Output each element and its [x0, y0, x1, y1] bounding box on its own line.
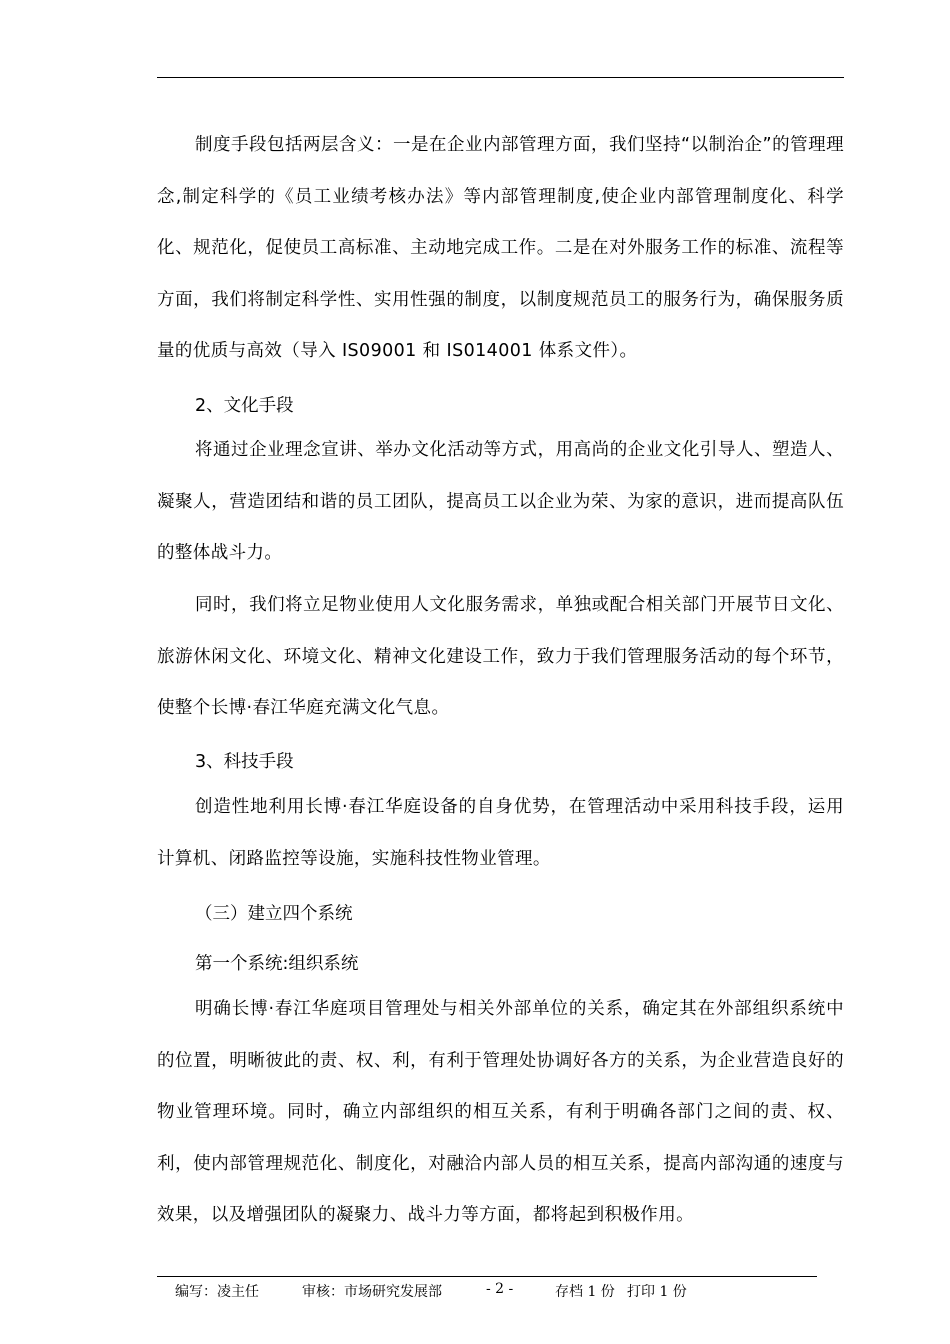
section-heading-culture: 2、文化手段 [195, 396, 294, 416]
section-heading-four-systems: （三）建立四个系统 [195, 904, 353, 924]
subheading-organization-system: 第一个系统:组织系统 [195, 954, 359, 974]
paragraph-system-means: 制度手段包括两层含义：一是在企业内部管理方面，我们坚持“以制治企”的管理理念,制定科学的《员工业绩考核办法》等内部管理制度,使企业内部管理制度化、科学化、规范化，促使员工高标准、主动地完成工作。二是在对外服务工作的标准、流程等方面，我们将制定科学性、实用性强的制度，以制度规范员工的服务行为，确保服务质量的优质与高效（导入 IS09001 和 IS014001 体系文件）。 [157, 135, 844, 361]
footer-author: 编写：凌主任 [175, 1284, 259, 1300]
section-heading-technology: 3、科技手段 [195, 752, 294, 772]
footer-page-number: - 2 - [486, 1281, 514, 1297]
footer-print-count: 打印 1 份 [627, 1284, 687, 1300]
paragraph-organization-system: 明确长博·春江华庭项目管理处与相关外部单位的关系，确定其在外部组织系统中的位置，明晰彼此的责、权、利，有利于管理处协调好各方的关系，为企业营造良好的物业管理环境。同时，确立内部组织的相互关系，有利于明确各部门之间的责、权、利，使内部管理规范化、制度化，对融洽内部人员的相互关系，提高内部沟通的速度与效果，以及增强团队的凝聚力、战斗力等方面，都将起到积极作用。 [157, 999, 844, 1225]
paragraph-culture-means: 将通过企业理念宣讲、举办文化活动等方式，用高尚的企业文化引导人、塑造人、凝聚人，营造团结和谐的员工团队，提高员工以企业为荣、为家的意识，进而提高队伍的整体战斗力。 [157, 440, 844, 563]
paragraph-technology-means: 创造性地利用长博·春江华庭设备的自身优势，在管理活动中采用科技手段，运用计算机、闭路监控等设施，实施科技性物业管理。 [157, 797, 844, 869]
header-rule [157, 77, 844, 78]
footer-reviewer: 审核：市场研究发展部 [302, 1284, 442, 1300]
paragraph-culture-service: 同时，我们将立足物业使用人文化服务需求，单独或配合相关部门开展节日文化、旅游休闲文化、环境文化、精神文化建设工作，致力于我们管理服务活动的每个环节，使整个长博·春江华庭充满文化气息。 [157, 595, 844, 718]
footer-rule [157, 1276, 817, 1277]
footer-archive-count: 存档 1 份 [555, 1284, 615, 1300]
